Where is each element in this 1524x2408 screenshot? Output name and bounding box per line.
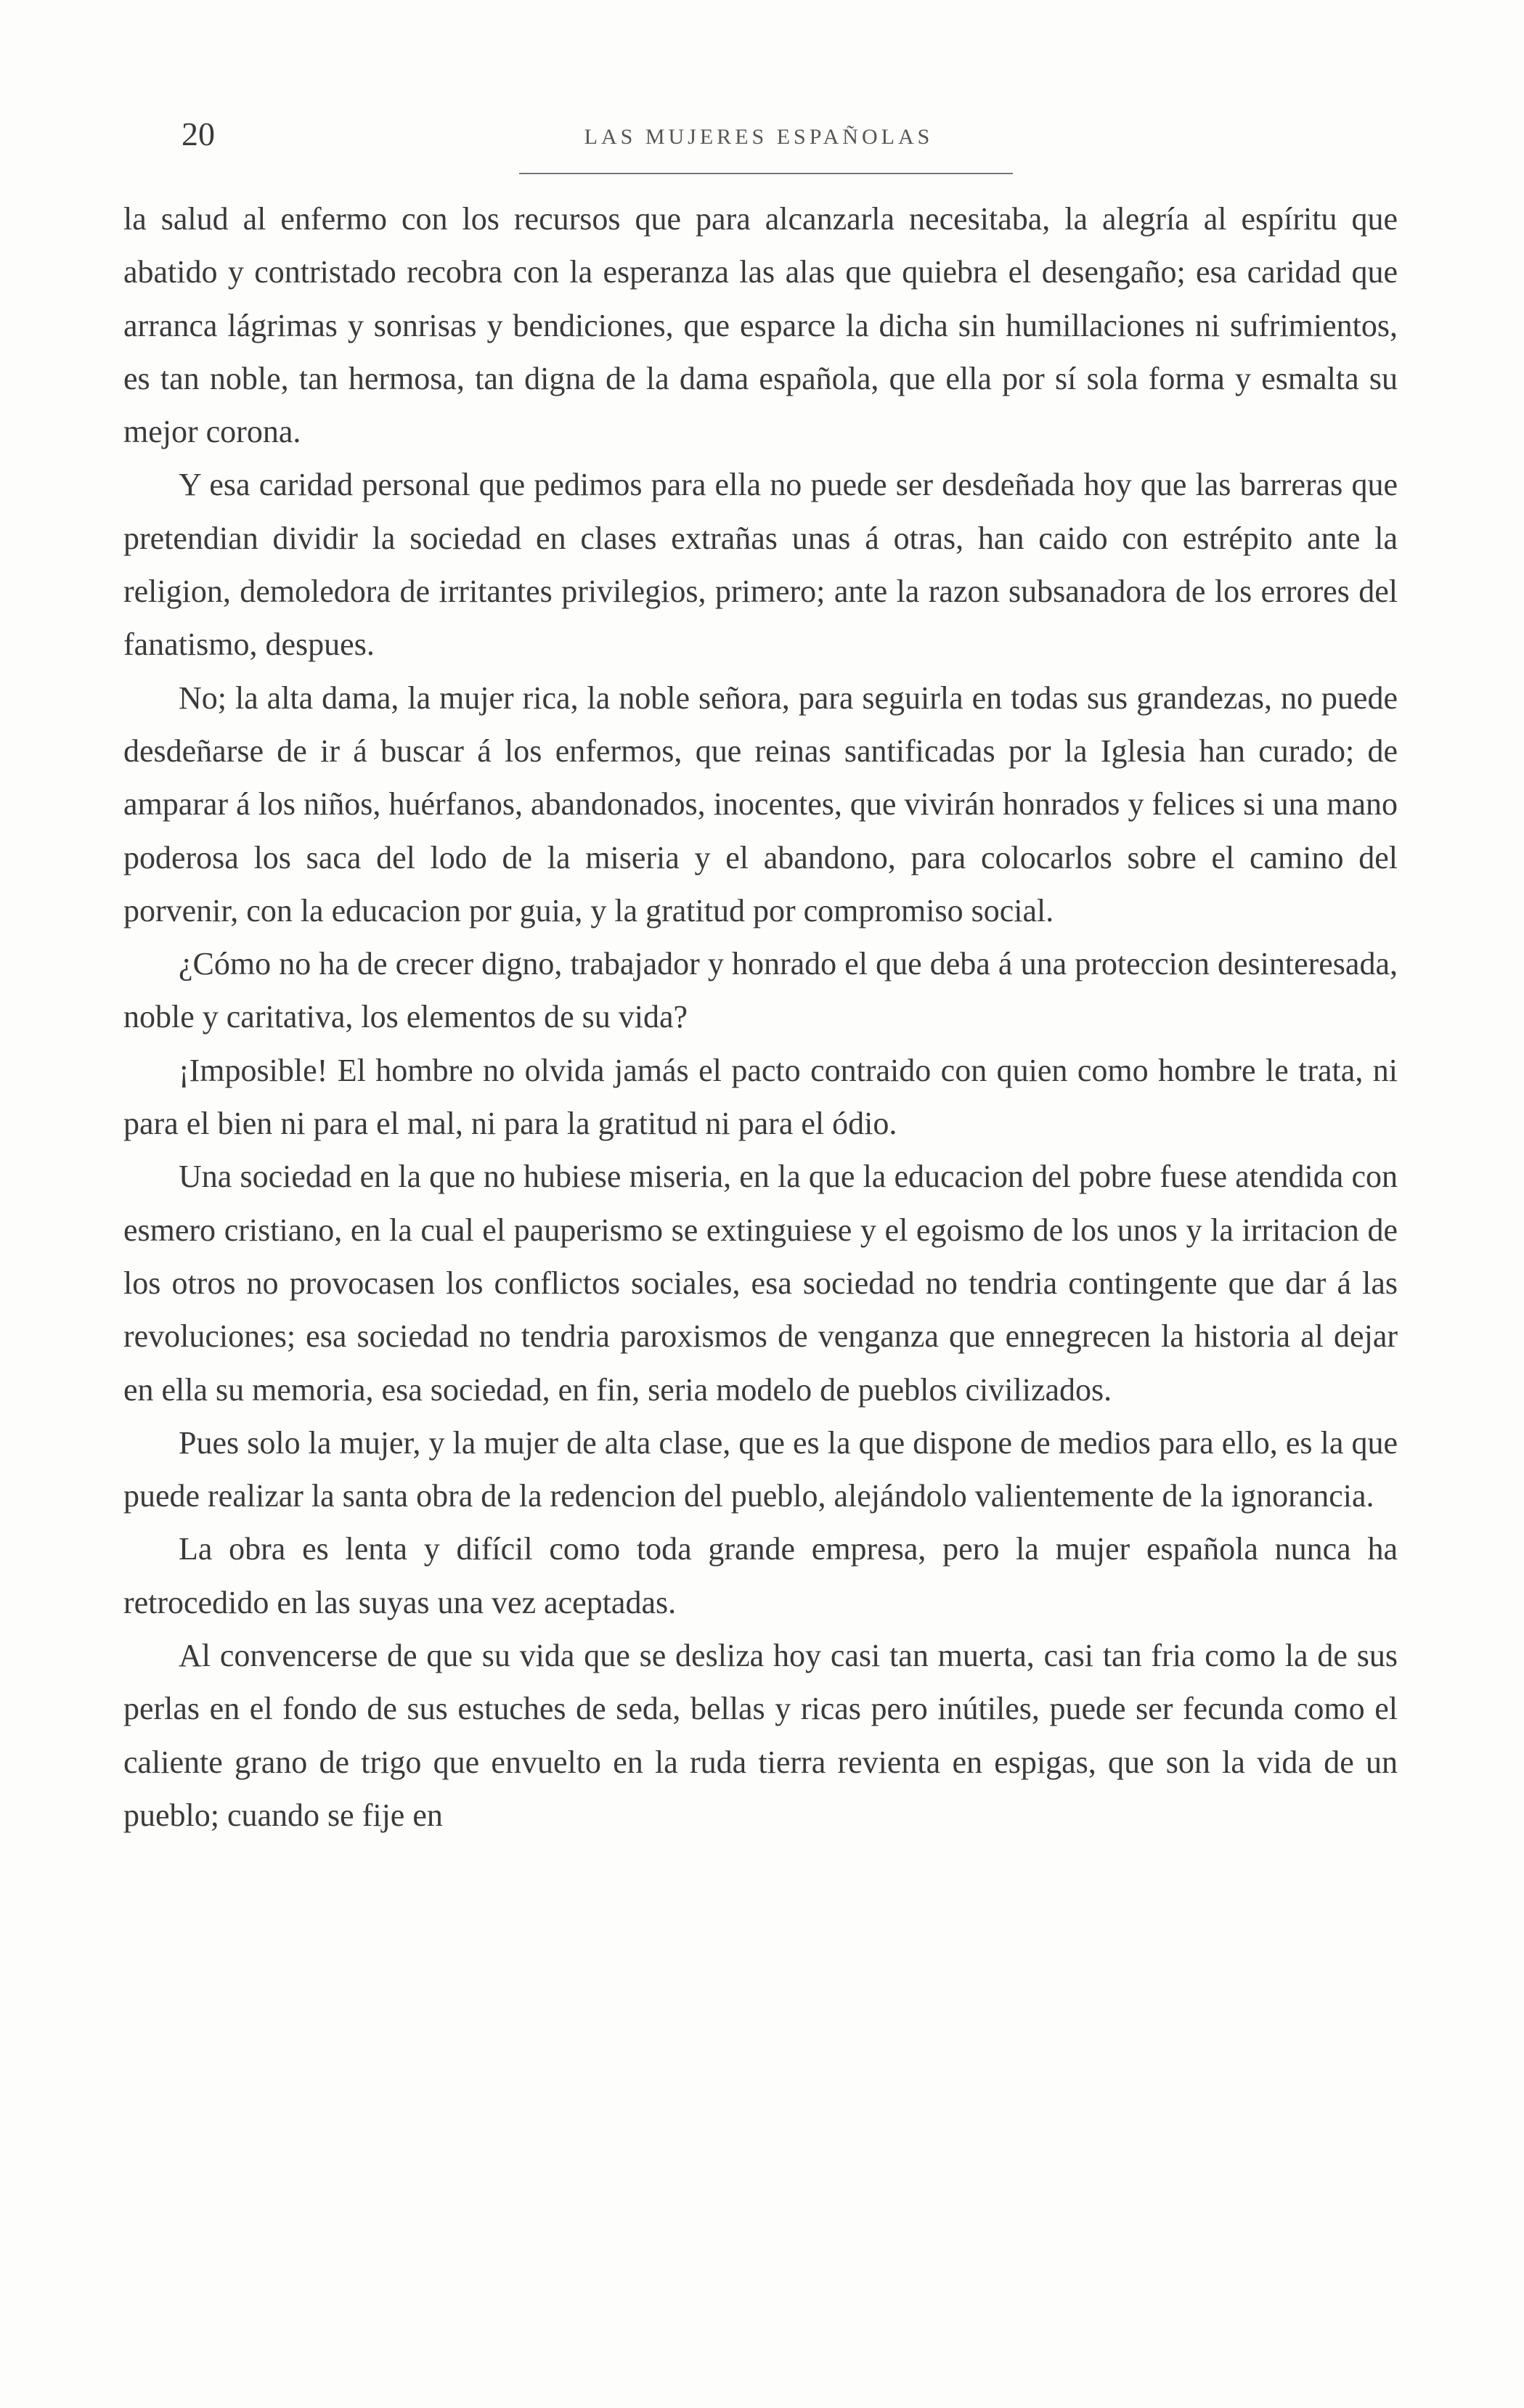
page-number: 20 — [182, 115, 215, 152]
header-rule — [519, 173, 1013, 174]
paragraph: Al convencerse de que su vida que se desliza hoy casi tan muerta, casi tan fria como la de sus perlas en el fondo de sus estuches de seda, bellas y ricas pero inútiles, puede ser fecunda como el caliente grano de trigo que envuelto en la ruda tierra revienta en espigas, que son la vida de un pueblo; cuando se fije en — [123, 1638, 1398, 1833]
paragraph: Una sociedad en la que no hubiese miseria, en la que la educacion del pobre fuese atendida con esmero cristiano, en la cual el pauperismo se extinguiese y el egoismo de los unos y la irritacion de los otros no provocasen los conflictos sociales, esa sociedad no tendria contingente que dar á las revoluciones; esa sociedad no tendria paroxismos de venganza que ennegrecen la historia al dejar en ella su memoria, esa sociedad, en fin, seria modelo de pueblos civilizados. — [123, 1159, 1398, 1408]
paragraph: La obra es lenta y difícil como toda grande empresa, pero la mujer española nunca ha retrocedido en las suyas una vez aceptadas. — [123, 1531, 1398, 1620]
running-title: LAS MUJERES ESPAÑOLAS — [584, 125, 934, 149]
running-header — [123, 109, 1394, 152]
paragraph: ¿Cómo no ha de crecer digno, trabajador y honrado el que deba á una proteccion desinteresada, noble y caritativa, los elementos de su vida? — [123, 946, 1398, 1035]
body-text — [123, 192, 1398, 1842]
paragraph: Pues solo la mujer, y la mujer de alta clase, que es la que dispone de medios para ello, es la que puede realizar la santa obra de la redencion del pueblo, alejándolo valientemente de la ignorancia. — [123, 1424, 1398, 1514]
paragraph: No; la alta dama, la mujer rica, la noble señora, para seguirla en todas sus grandezas, no puede desdeñarse de ir á buscar á los enfermos, que reinas santificadas por la Iglesia han curado; de amparar á los niños, huérfanos, abandonados, inocentes, que vivirán honrados y felices si una mano poderosa los saca del lodo de la miseria y el abandono, para colocarlos sobre el camino del porvenir, con la educacion por guia, y la gratitud por compromiso social. — [123, 679, 1398, 928]
paragraph: ¡Imposible! El hombre no olvida jamás el pacto contraido con quien como hombre le trata, ni para el bien ni para el mal, ni para la gratitud ni para el ódio. — [123, 1052, 1398, 1142]
paragraph-continued: la salud al enfermo con los recursos que para alcanzarla necesitaba, la alegría al espíritu que abatido y contristado recobra con la esperanza las alas que quiebra el desengaño; esa caridad que arranca lágrimas y sonrisas y bendiciones, que esparce la dicha sin humillaciones ni sufrimientos, es tan noble, tan hermosa, tan digna de la dama española, que ella por sí sola forma y esmalta su mejor corona. — [123, 201, 1398, 450]
paragraph: Y esa caridad personal que pedimos para ella no puede ser desdeñada hoy que las barreras que pretendian dividir la sociedad en clases extrañas unas á otras, han caido con estrépito ante la religion, demoledora de irritantes privilegios, primero; ante la razon subsanadora de los errores del fanatismo, despues. — [123, 467, 1398, 663]
